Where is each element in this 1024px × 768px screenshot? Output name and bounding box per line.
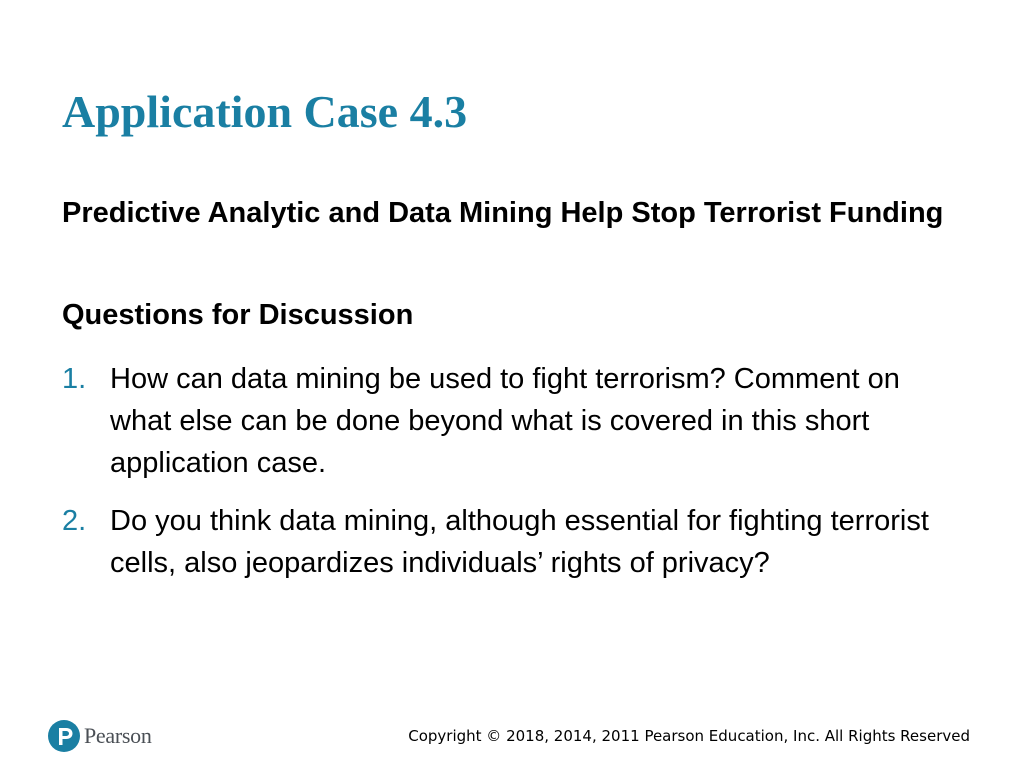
question-number: 1.	[62, 363, 87, 395]
questions-heading: Questions for Discussion	[62, 299, 414, 331]
question-item-1	[62, 358, 962, 484]
copyright-notice: Copyright © 2018, 2014, 2011 Pearson Education, Inc. All Rights Reserved	[408, 727, 970, 745]
question-text: Do you think data mining, although essential for fighting terrorist cells, also jeopardizes individuals’ rights of privacy?	[110, 505, 929, 579]
question-item-2	[62, 500, 962, 584]
pearson-wordmark: Pearson	[84, 723, 152, 748]
question-text: How can data mining be used to fight terrorism? Comment on what else can be done beyond what is covered in this short application case.	[110, 363, 900, 479]
question-number: 2.	[62, 505, 87, 537]
pearson-logo	[48, 718, 152, 754]
slide-title: Application Case 4.3	[62, 86, 468, 137]
case-subtitle: Predictive Analytic and Data Mining Help Stop Terrorist Funding	[62, 197, 944, 229]
pearson-p-logo-icon	[48, 720, 80, 752]
